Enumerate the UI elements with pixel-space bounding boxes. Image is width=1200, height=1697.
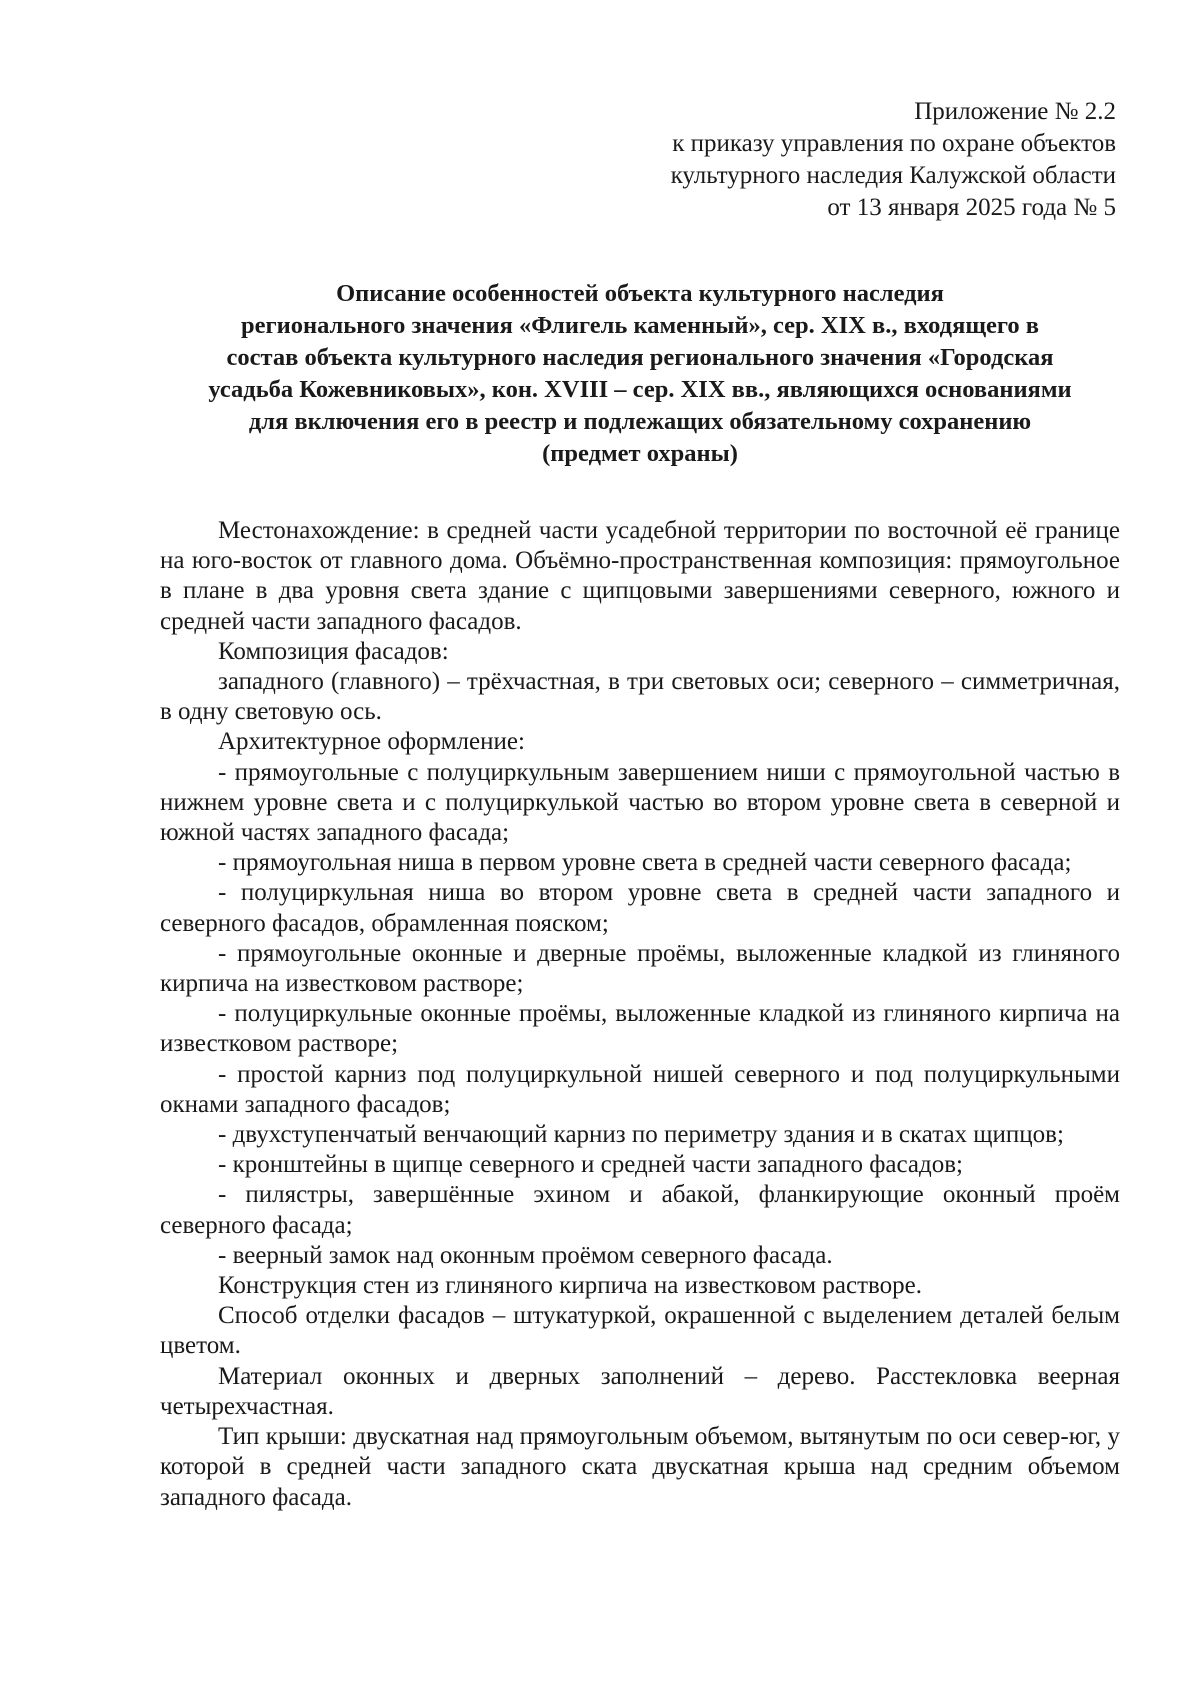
list-item: - полуциркульные оконные проёмы, выложенные кладкой из глиняного кирпича на известковом растворе; — [160, 1000, 1120, 1058]
title-line: регионального значения «Флигель каменный», сер. XIX в., входящего в — [240, 312, 1040, 339]
title-line: состав объекта культурного наследия регионального значения «Городская — [226, 344, 1054, 371]
document-body — [160, 516, 1120, 1513]
list-item: - прямоугольные оконные и дверные проёмы, выложенные кладкой из глиняного кирпича на известковом растворе; — [160, 939, 1120, 998]
list-item: - двухступенчатый венчающий карниз по периметру здания и в скатах щипцов; — [218, 1121, 1064, 1149]
list-item: - прямоугольная ниша в первом уровне света в средней части северного фасада; — [218, 849, 1072, 877]
paragraph-location: Местонахождение: в средней части усадебной территории по восточной её границе на юго-восток от главного дома. Объёмно-пространственная композиция: прямоугольное в плане в два уровня света здание с щипцовыми завершениями северного, южного и средней части западного фасадов. — [160, 517, 1120, 635]
list-item: - кронштейны в щипце северного и средней части западного фасадов; — [218, 1151, 963, 1179]
annex-order-line: к приказу управления по охране объектов — [672, 130, 1116, 157]
title-line: для включения его в реестр и подлежащих обязательному сохранению — [248, 408, 1032, 435]
paragraph-architecture-heading: Архитектурное оформление: — [218, 728, 525, 756]
list-item: - простой карниз под полуциркульной нишей северного и под полуциркульными окнами западного фасадов; — [160, 1060, 1120, 1118]
paragraph-wall-construction: Конструкция стен из глиняного кирпича на известковом растворе. — [218, 1272, 922, 1300]
paragraph-facades-heading: Композиция фасадов: — [218, 637, 449, 665]
list-item: - прямоугольные с полуциркульным завершением ниши с прямоугольной частью в нижнем уровне света и с полуциркулькой частью во втором уровне света в северной и южной частях западного фасада; — [160, 758, 1120, 847]
title-line: (предмет охраны) — [542, 440, 738, 467]
annex-number: Приложение № 2.2 — [914, 98, 1116, 125]
title-line: Описание особенностей объекта культурного наследия — [336, 280, 944, 307]
list-item: - пилястры, завершённые эхином и абакой, фланкирующие оконный проём северного фасада; — [160, 1181, 1120, 1239]
paragraph-facade-finish: Способ отделки фасадов – штукатуркой, окрашенной с выделением деталей белым цветом. — [160, 1302, 1120, 1360]
paragraph-roof-type: Тип крыши: двускатная над прямоугольным объемом, вытянутым по оси север-юг, у которой в средней части западного ската двускатная крыша над средним объемом западного фасада. — [160, 1423, 1120, 1511]
list-item: - полуциркульная ниша во втором уровне света в средней части западного и северного фасадов, обрамленная пояском; — [160, 879, 1120, 937]
paragraph-facades-composition: западного (главного) – трёхчастная, в три световых оси; северного – симметричная, в одну световую ось. — [160, 668, 1120, 726]
paragraph-window-material: Материал оконных и дверных заполнений – дерево. Расстекловка веерная четырехчастная. — [160, 1362, 1120, 1420]
list-item: - веерный замок над оконным проёмом северного фасада. — [218, 1241, 833, 1269]
annex-authority-line: культурного наследия Калужской области — [670, 162, 1116, 189]
annex-header — [671, 96, 1116, 224]
annex-date-line: от 13 января 2025 года № 5 — [827, 194, 1116, 221]
document-title — [160, 278, 1120, 470]
title-line: усадьба Кожевниковых», кон. XVIII – сер. XIX вв., являющихся основаниями — [208, 376, 1072, 403]
